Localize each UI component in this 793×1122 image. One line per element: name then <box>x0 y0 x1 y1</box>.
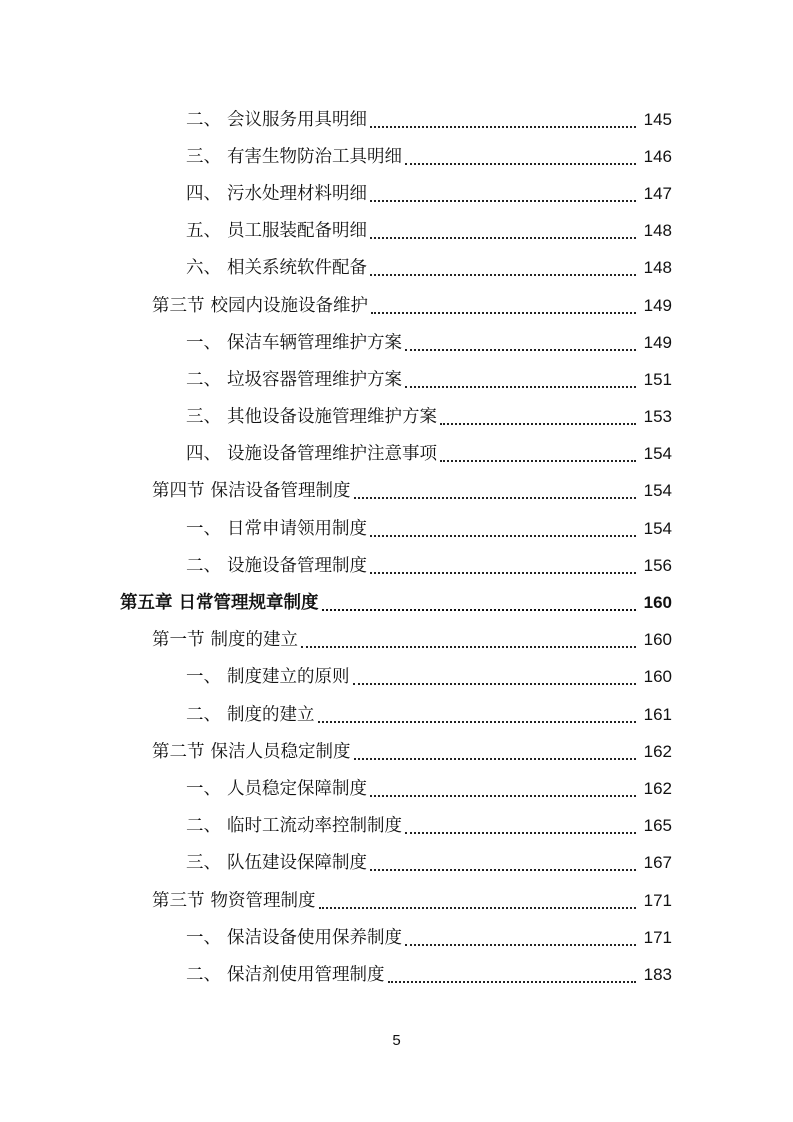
toc-entry-title: 临时工流动率控制制度 <box>227 816 402 837</box>
toc-entry-item[interactable] <box>0 696 793 733</box>
toc-entry-page: 165 <box>643 816 672 836</box>
toc-entry-label <box>186 369 402 391</box>
toc-entry-label <box>186 964 385 986</box>
toc-entry-title: 队伍建设保障制度 <box>227 853 367 874</box>
toc-entry-title: 设施设备管理制度 <box>227 555 367 576</box>
toc-entry-title: 污水处理材料明细 <box>227 183 367 204</box>
toc-entry-number: 二、 <box>186 964 221 985</box>
toc-entry-page: 183 <box>643 964 672 984</box>
toc-entry-label <box>152 890 316 912</box>
toc-entry-page: 167 <box>643 853 672 873</box>
toc-entry-section[interactable] <box>0 622 793 659</box>
toc-entry-number: 一、 <box>186 667 221 688</box>
dot-leader <box>370 126 636 128</box>
dot-leader <box>354 758 637 760</box>
toc-entry-page: 149 <box>643 332 672 352</box>
toc-entry-title: 保洁剂使用管理制度 <box>227 964 385 985</box>
toc-entry-chapter[interactable] <box>0 584 793 621</box>
dot-leader <box>354 497 637 499</box>
toc-entry-number: 三、 <box>186 146 221 167</box>
dot-leader <box>405 349 636 351</box>
toc-entry-page: 160 <box>643 667 672 687</box>
toc-entry-item[interactable] <box>0 213 793 250</box>
page-number: 5 <box>392 1032 401 1049</box>
toc-entry-title: 制度的建立 <box>227 704 315 725</box>
dot-leader <box>370 572 636 574</box>
toc-entry-number: 第一节 <box>152 630 205 651</box>
dot-leader <box>322 609 637 611</box>
toc-entry-section[interactable] <box>0 882 793 919</box>
dot-leader <box>301 646 636 648</box>
toc-entry-title: 相关系统软件配备 <box>227 258 367 279</box>
toc-entry-label <box>186 778 367 800</box>
toc-entry-number: 二、 <box>186 704 221 725</box>
toc-entry-number: 第五章 <box>120 593 173 614</box>
table-of-contents <box>0 101 793 994</box>
toc-entry-item[interactable] <box>0 808 793 845</box>
toc-entry-number: 二、 <box>186 816 221 837</box>
toc-entry-title: 日常管理规章制度 <box>178 593 319 614</box>
toc-entry-number: 三、 <box>186 407 221 428</box>
toc-entry-title: 有害生物防治工具明细 <box>227 146 402 167</box>
toc-entry-page: 154 <box>643 481 672 501</box>
toc-entry-label <box>186 406 437 428</box>
toc-entry-label <box>186 146 402 168</box>
dot-leader <box>370 535 636 537</box>
toc-entry-number: 第三节 <box>152 890 205 911</box>
dot-leader <box>440 423 636 425</box>
toc-entry-title: 其他设备设施管理维护方案 <box>227 407 437 428</box>
toc-entry-label <box>152 480 351 502</box>
toc-entry-section[interactable] <box>0 473 793 510</box>
toc-entry-page: 154 <box>643 518 672 538</box>
dot-leader <box>405 386 636 388</box>
toc-entry-item[interactable] <box>0 770 793 807</box>
toc-entry-item[interactable] <box>0 175 793 212</box>
toc-entry-number: 一、 <box>186 518 221 539</box>
toc-entry-title: 校园内设施设备维护 <box>210 295 368 316</box>
toc-entry-title: 会议服务用具明细 <box>227 109 367 130</box>
dot-leader <box>405 832 636 834</box>
toc-entry-page: 147 <box>643 183 672 203</box>
toc-entry-title: 保洁人员稳定制度 <box>210 741 351 762</box>
dot-leader <box>405 944 636 946</box>
toc-entry-item[interactable] <box>0 510 793 547</box>
toc-entry-title: 制度建立的原则 <box>227 667 350 688</box>
toc-entry-number: 一、 <box>186 332 221 353</box>
toc-entry-number: 一、 <box>186 927 221 948</box>
dot-leader <box>370 869 636 871</box>
toc-entry-item[interactable] <box>0 919 793 956</box>
toc-entry-label <box>186 257 367 279</box>
toc-entry-number: 第三节 <box>152 295 205 316</box>
dot-leader <box>318 721 637 723</box>
toc-entry-label <box>120 592 319 614</box>
toc-entry-page: 162 <box>643 778 672 798</box>
toc-entry-item[interactable] <box>0 547 793 584</box>
toc-entry-label <box>186 518 367 540</box>
toc-entry-item[interactable] <box>0 361 793 398</box>
toc-entry-title: 人员稳定保障制度 <box>227 778 367 799</box>
toc-entry-number: 第二节 <box>152 741 205 762</box>
toc-entry-title: 垃圾容器管理维护方案 <box>227 369 402 390</box>
toc-entry-label <box>186 927 402 949</box>
toc-entry-item[interactable] <box>0 436 793 473</box>
toc-entry-title: 日常申请领用制度 <box>227 518 367 539</box>
toc-entry-title: 设施设备管理维护注意事项 <box>227 444 437 465</box>
toc-entry-number: 二、 <box>186 109 221 130</box>
toc-entry-page: 151 <box>643 369 672 389</box>
toc-entry-item[interactable] <box>0 659 793 696</box>
toc-entry-label <box>152 295 368 317</box>
dot-leader <box>370 274 636 276</box>
toc-entry-page: 149 <box>643 295 672 315</box>
toc-entry-label <box>186 815 402 837</box>
toc-entry-title: 保洁设备管理制度 <box>210 481 351 502</box>
toc-entry-label <box>186 183 367 205</box>
toc-entry-number: 四、 <box>186 183 221 204</box>
toc-entry-title: 制度的建立 <box>210 630 298 651</box>
dot-leader <box>353 683 637 685</box>
dot-leader <box>319 907 637 909</box>
toc-entry-number: 五、 <box>186 221 221 242</box>
toc-entry-page: 146 <box>643 146 672 166</box>
toc-entry-title: 员工服装配备明细 <box>227 221 367 242</box>
dot-leader <box>388 981 637 983</box>
toc-entry-page: 162 <box>643 741 672 761</box>
toc-entry-item[interactable] <box>0 250 793 287</box>
toc-entry-page: 171 <box>643 927 672 947</box>
toc-entry-page: 161 <box>643 704 672 724</box>
toc-entry-label <box>186 555 367 577</box>
toc-entry-page: 153 <box>643 407 672 427</box>
toc-entry-number: 二、 <box>186 555 221 576</box>
toc-entry-number: 第四节 <box>152 481 205 502</box>
toc-entry-page: 148 <box>643 221 672 241</box>
dot-leader <box>370 795 636 797</box>
toc-entry-number: 三、 <box>186 853 221 874</box>
toc-entry-page: 160 <box>643 593 672 613</box>
toc-entry-label <box>152 741 351 763</box>
toc-entry-label <box>186 704 315 726</box>
dot-leader <box>370 200 636 202</box>
toc-entry-item[interactable] <box>0 138 793 175</box>
dot-leader <box>405 163 636 165</box>
toc-entry-label <box>152 629 298 651</box>
dot-leader <box>371 312 636 314</box>
toc-entry-item[interactable] <box>0 101 793 138</box>
toc-entry-number: 一、 <box>186 778 221 799</box>
toc-entry-title: 保洁车辆管理维护方案 <box>227 332 402 353</box>
toc-entry-section[interactable] <box>0 287 793 324</box>
toc-entry-section[interactable] <box>0 733 793 770</box>
toc-entry-page: 156 <box>643 555 672 575</box>
toc-entry-item[interactable] <box>0 399 793 436</box>
toc-entry-label <box>186 852 367 874</box>
toc-entry-label <box>186 332 402 354</box>
toc-entry-page: 160 <box>643 630 672 650</box>
toc-entry-page: 154 <box>643 444 672 464</box>
dot-leader <box>440 460 636 462</box>
toc-entry-title: 物资管理制度 <box>210 890 316 911</box>
toc-entry-label <box>186 220 367 242</box>
toc-entry-page: 145 <box>643 109 672 129</box>
toc-entry-item[interactable] <box>0 956 793 993</box>
toc-entry-number: 四、 <box>186 444 221 465</box>
toc-entry-page: 171 <box>643 890 672 910</box>
dot-leader <box>370 237 636 239</box>
toc-entry-label <box>186 443 437 465</box>
toc-entry-label <box>186 109 367 131</box>
toc-entry-page: 148 <box>643 258 672 278</box>
toc-entry-number: 二、 <box>186 369 221 390</box>
toc-entry-item[interactable] <box>0 324 793 361</box>
toc-entry-item[interactable] <box>0 845 793 882</box>
toc-entry-label <box>186 666 350 688</box>
toc-entry-number: 六、 <box>186 258 221 279</box>
toc-entry-title: 保洁设备使用保养制度 <box>227 927 402 948</box>
